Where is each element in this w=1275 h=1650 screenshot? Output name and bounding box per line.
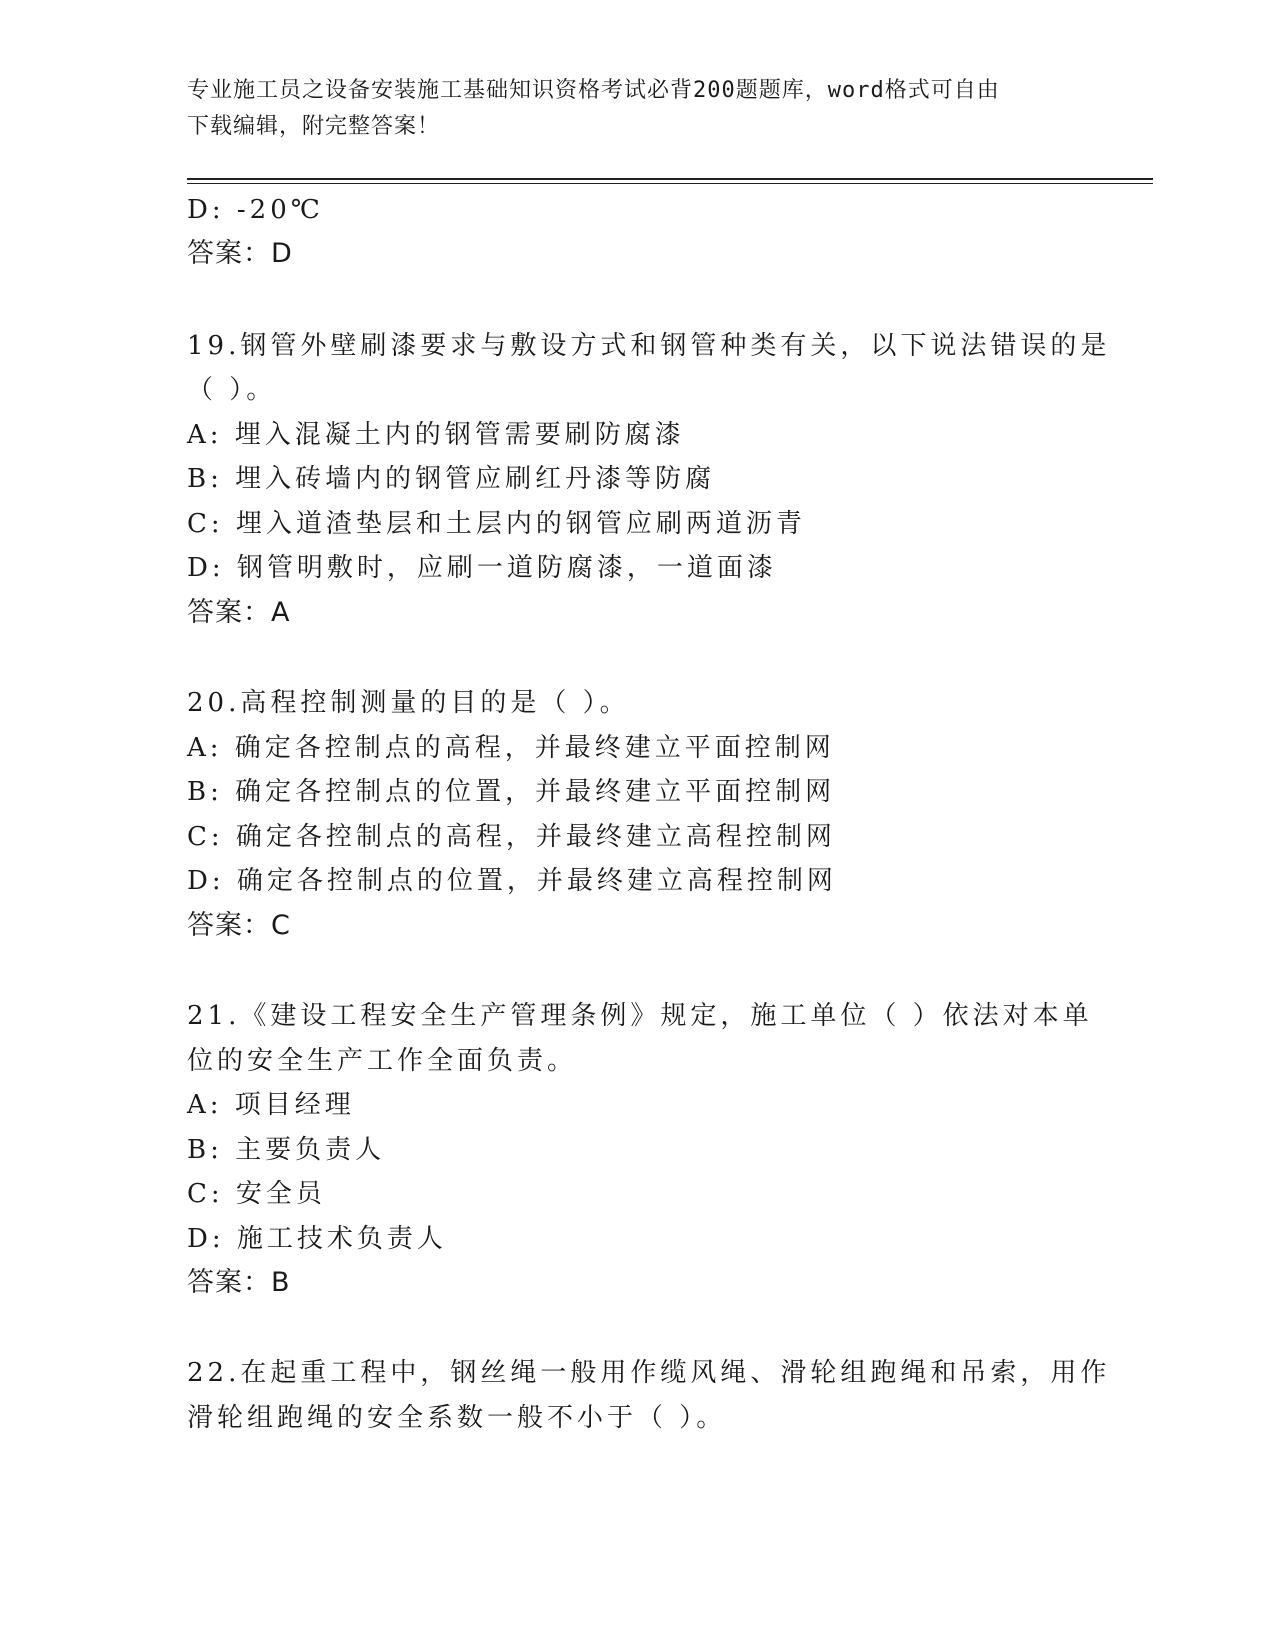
header-title-line-2: 下载编辑，附完整答案！ bbox=[187, 114, 441, 139]
header-divider-thin bbox=[187, 183, 1153, 184]
q19-option-d: D: 钢管明敷时，应刷一道防腐漆，一道面漆 bbox=[187, 553, 777, 583]
header-divider-thick bbox=[187, 178, 1153, 180]
header-title-line-1: 专业施工员之设备安装施工基础知识资格考试必背200题题库，word格式可自由 bbox=[187, 78, 1000, 103]
q21-answer: 答案：B bbox=[187, 1267, 291, 1298]
q21-stem-line-2: 位的安全生产工作全面负责。 bbox=[187, 1046, 578, 1076]
q21-option-b: B: 主要负责人 bbox=[187, 1135, 386, 1165]
q22-stem-line-1: 22.在起重工程中，钢丝绳一般用作缆风绳、滑轮组跑绳和吊索，用作 bbox=[187, 1358, 1111, 1388]
q19-option-c: C: 埋入道渣垫层和土层内的钢管应刷两道沥青 bbox=[187, 509, 806, 539]
q22-stem-line-2: 滑轮组跑绳的安全系数一般不小于（ ）。 bbox=[187, 1403, 727, 1433]
q20-option-b: B: 确定各控制点的位置，并最终建立平面控制网 bbox=[187, 777, 836, 807]
q19-stem-line-1: 19.钢管外壁刷漆要求与敷设方式和钢管种类有关，以下说法错误的是 bbox=[187, 331, 1111, 361]
q18-answer: 答案：D bbox=[187, 238, 293, 269]
q21-stem-line-1: 21.《建设工程安全生产管理条例》规定，施工单位（ ）依法对本单 bbox=[187, 1001, 1093, 1031]
q19-stem-line-2: （ ）。 bbox=[187, 375, 277, 405]
q21-option-a: A: 项目经理 bbox=[187, 1090, 355, 1120]
q18-option-d: D: -20℃ bbox=[187, 195, 324, 225]
q20-option-a: A: 确定各控制点的高程，并最终建立平面控制网 bbox=[187, 733, 835, 763]
q19-answer: 答案：A bbox=[187, 597, 291, 628]
q20-option-d: D: 确定各控制点的位置，并最终建立高程控制网 bbox=[187, 866, 837, 896]
q19-option-a: A: 埋入混凝土内的钢管需要刷防腐漆 bbox=[187, 420, 685, 450]
q19-option-b: B: 埋入砖墙内的钢管应刷红丹漆等防腐 bbox=[187, 464, 716, 494]
document-header bbox=[187, 73, 1087, 145]
q20-answer: 答案：C bbox=[187, 910, 291, 941]
q20-stem-line-1: 20.高程控制测量的目的是（ ）。 bbox=[187, 688, 630, 718]
q21-option-d: D: 施工技术负责人 bbox=[187, 1224, 447, 1254]
q21-option-c: C: 安全员 bbox=[187, 1179, 326, 1209]
q20-option-c: C: 确定各控制点的高程，并最终建立高程控制网 bbox=[187, 822, 836, 852]
